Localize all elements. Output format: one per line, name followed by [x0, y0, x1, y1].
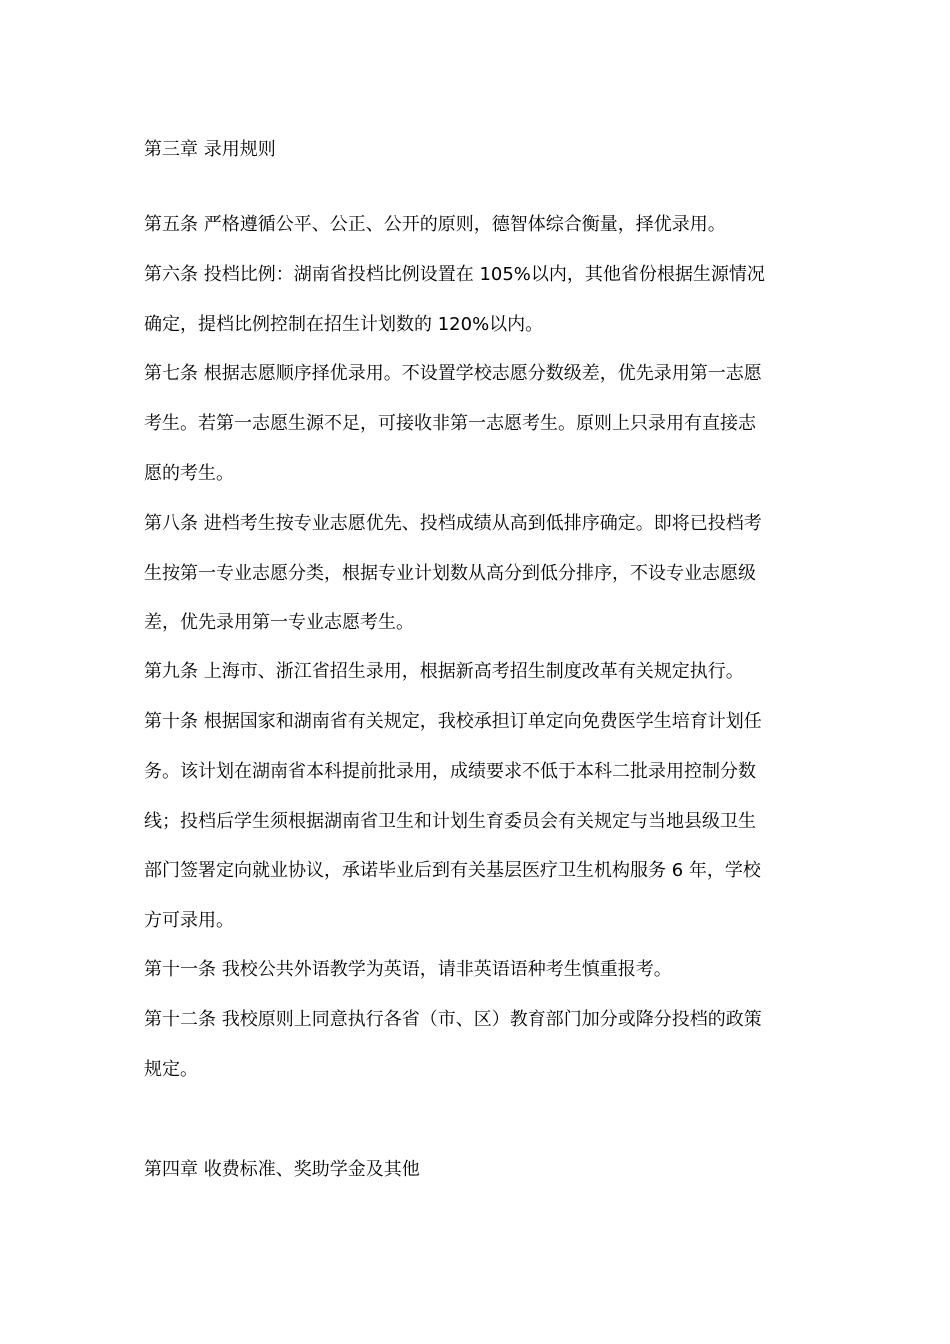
article-5-line-1: 第五条 严格遵循公平、公正、公开的原则，德智体综合衡量，择优录用。	[144, 214, 726, 235]
article-8-line-2: 生按第一专业志愿分类，根据专业计划数从高分到低分排序，不设专业志愿级	[144, 563, 756, 584]
article-10-line-5: 方可录用。	[144, 910, 234, 931]
article-7-line-2: 考生。若第一志愿生源不足，可接收非第一志愿考生。原则上只录用有直接志	[144, 413, 756, 434]
article-10-line-1: 第十条 根据国家和湖南省有关规定，我校承担订单定向免费医学生培育计划任	[144, 711, 762, 732]
article-7-line-1: 第七条 根据志愿顺序择优录用。不设置学校志愿分数级差，优先录用第一志愿	[144, 363, 762, 384]
article-8-line-1: 第八条 进档考生按专业志愿优先、投档成绩从高到低排序确定。即将已投档考	[144, 513, 762, 534]
chapter-3-heading: 第三章 录用规则	[144, 139, 276, 160]
chapter-4-heading: 第四章 收费标准、奖助学金及其他	[144, 1159, 420, 1180]
article-8-line-3: 差，优先录用第一专业志愿考生。	[144, 612, 414, 633]
article-7-line-3: 愿的考生。	[144, 463, 234, 484]
article-10-line-3: 线；投档后学生须根据湖南省卫生和计划生育委员会有关规定与当地县级卫生	[144, 811, 756, 832]
article-6-line-2: 确定，提档比例控制在招生计划数的 120%以内。	[144, 314, 544, 335]
article-9-line-1: 第九条 上海市、浙江省招生录用，根据新高考招生制度改革有关规定执行。	[144, 661, 744, 682]
article-12-line-2: 规定。	[144, 1059, 198, 1080]
article-10-line-4: 部门签署定向就业协议，承诺毕业后到有关基层医疗卫生机构服务 6 年，学校	[144, 860, 761, 881]
article-10-line-2: 务。该计划在湖南省本科提前批录用，成绩要求不低于本科二批录用控制分数	[144, 761, 756, 782]
article-6-line-1: 第六条 投档比例：湖南省投档比例设置在 105%以内，其他省份根据生源情况	[144, 264, 765, 285]
article-11-line-1: 第十一条 我校公共外语教学为英语，请非英语语种考生慎重报考。	[144, 959, 672, 980]
article-12-line-1: 第十二条 我校原则上同意执行各省（市、区）教育部门加分或降分投档的政策	[144, 1009, 762, 1030]
